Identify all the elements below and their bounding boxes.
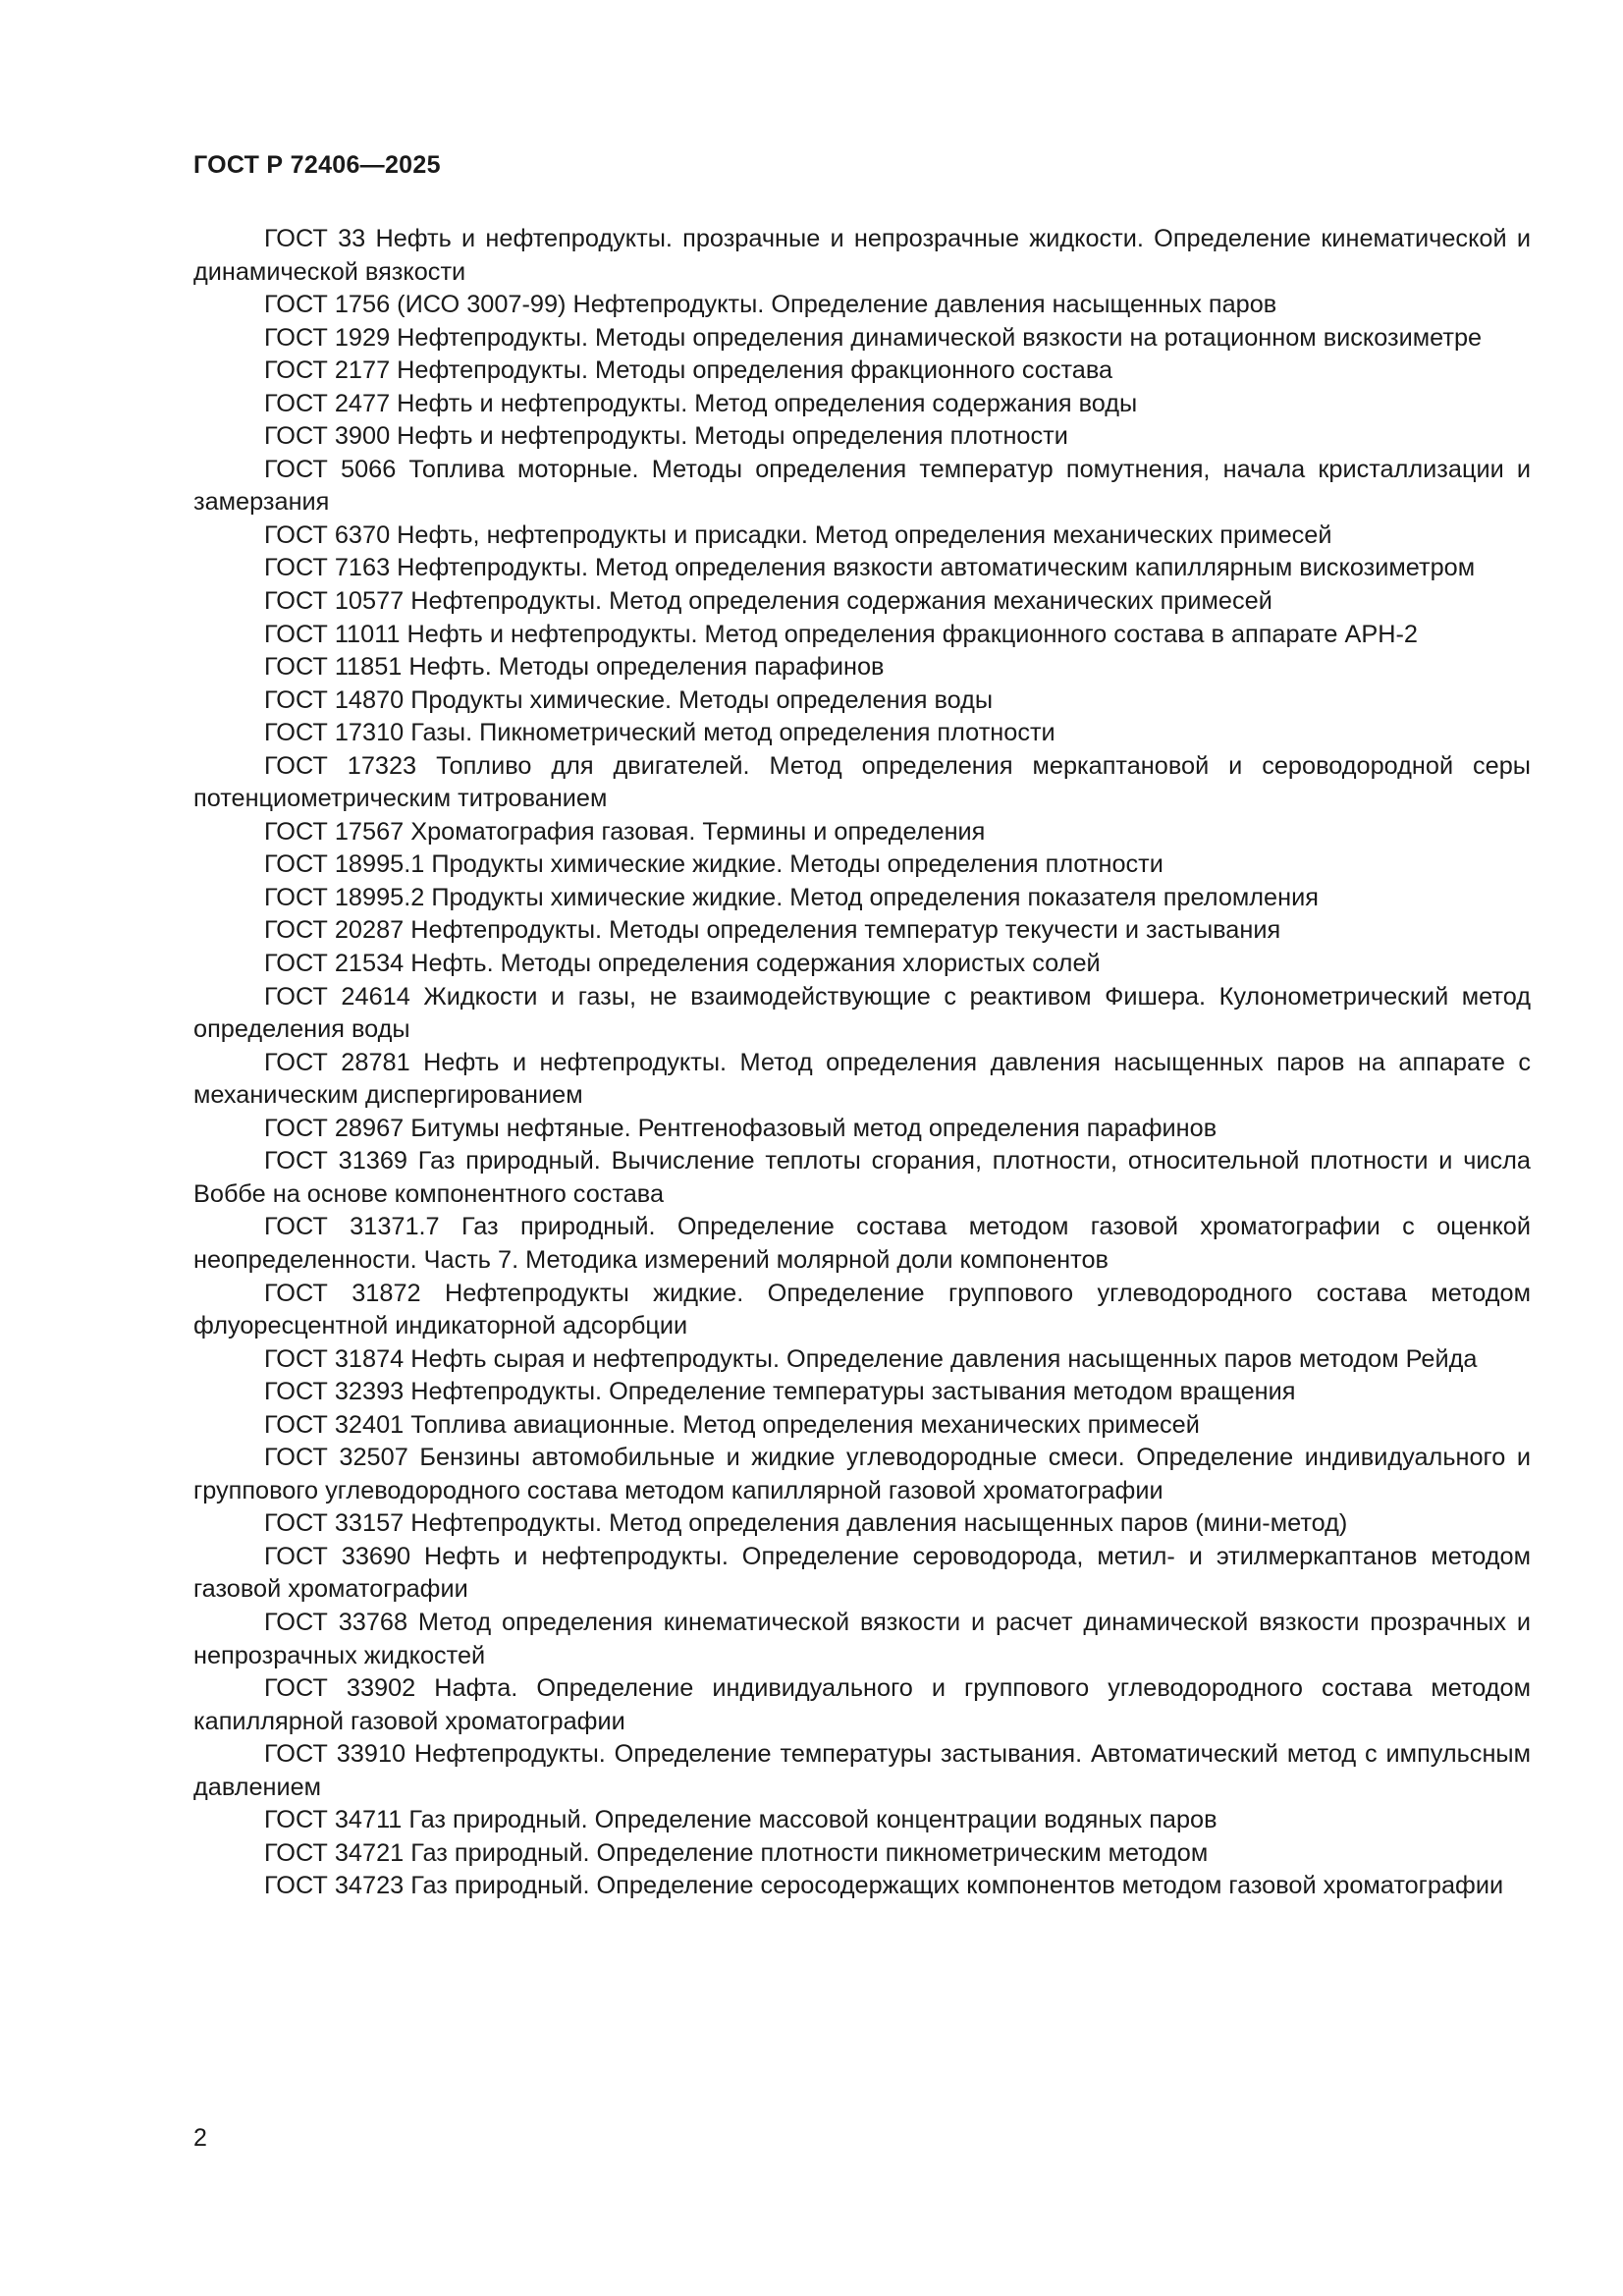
reference-item: ГОСТ 7163 Нефтепродукты. Метод определения вязкости автоматическим капиллярным вискозиметром [264, 554, 1476, 582]
page-number: 2 [193, 2124, 207, 2152]
reference-item: ГОСТ 18995.1 Продукты химические жидкие. Методы определения плотности [264, 850, 1163, 879]
reference-item: ГОСТ 24614 Жидкости и газы, не взаимодействующие с реактивом Фишера. Кулонометрический метод определения воды [193, 982, 1531, 1044]
reference-item: ГОСТ 32507 Бензины автомобильные и жидкие углеводородные смеси. Определение индивидуального и группового углеводородного состава методом капиллярной газовой хроматографии [193, 1444, 1531, 1504]
reference-item: ГОСТ 1756 (ИСО 3007-99) Нефтепродукты. Определение давления насыщенных паров [264, 291, 1277, 319]
reference-item: ГОСТ 21534 Нефть. Методы определения содержания хлористых солей [264, 950, 1101, 978]
reference-item: ГОСТ 33157 Нефтепродукты. Метод определения давления насыщенных паров (мини-метод) [264, 1509, 1348, 1538]
reference-item: ГОСТ 1929 Нефтепродукты. Методы определения динамической вязкости на ротационном вискозиметре [264, 323, 1483, 352]
reference-item: ГОСТ 6370 Нефть, нефтепродукты и присадки. Метод определения механических примесей [264, 520, 1332, 549]
reference-item: ГОСТ 3900 Нефть и нефтепродукты. Методы определения плотности [264, 422, 1068, 451]
reference-item: ГОСТ 33768 Метод определения кинематической вязкости и расчет динамической вязкости прозрачных и непрозрачных жидкостей [193, 1608, 1531, 1669]
reference-item: ГОСТ 31874 Нефть сырая и нефтепродукты. Определение давления насыщенных паров методом Рейда [264, 1344, 1478, 1373]
reference-item: ГОСТ 2477 Нефть и нефтепродукты. Метод определения содержания воды [264, 389, 1138, 417]
reference-item: ГОСТ 11851 Нефть. Методы определения парафинов [264, 653, 885, 682]
reference-item: ГОСТ 32401 Топлива авиационные. Метод определения механических примесей [264, 1410, 1200, 1439]
document-header: ГОСТ Р 72406—2025 [193, 151, 441, 179]
reference-item: ГОСТ 14870 Продукты химические. Методы определения воды [264, 685, 994, 714]
reference-item: ГОСТ 28781 Нефть и нефтепродукты. Метод определения давления насыщенных паров на аппарате с механическим диспергированием [193, 1048, 1531, 1110]
reference-item: ГОСТ 20287 Нефтепродукты. Методы определения температур текучести и застывания [264, 916, 1281, 945]
reference-item: ГОСТ 33 Нефть и нефтепродукты. прозрачные и непрозрачные жидкости. Определение кинематической и динамической вязкости [193, 225, 1531, 286]
reference-item: ГОСТ 11011 Нефть и нефтепродукты. Метод определения фракционного состава в аппарате АРН-2 [264, 620, 1418, 648]
reference-item: ГОСТ 34723 Газ природный. Определение серосодержащих компонентов методом газовой хроматографии [264, 1872, 1504, 1900]
reference-item: ГОСТ 31369 Газ природный. Вычисление теплоты сгорания, плотности, относительной плотности и числа Воббе на основе компонентного состава [193, 1147, 1531, 1208]
reference-item: ГОСТ 31371.7 Газ природный. Определение состава методом газовой хроматографии с оценкой неопределенности. Часть 7. Методика измерений молярной доли компонентов [193, 1213, 1531, 1274]
reference-item: ГОСТ 17323 Топливо для двигателей. Метод определения меркаптановой и сероводородной серы потенциометрическим титрованием [193, 751, 1531, 813]
reference-item: ГОСТ 33690 Нефть и нефтепродукты. Определение сероводорода, метил- и этилмеркаптанов методом газовой хроматографии [193, 1542, 1531, 1604]
reference-item: ГОСТ 5066 Топлива моторные. Методы определения температур помутнения, начала кристаллизации и замерзания [193, 455, 1531, 517]
reference-item: ГОСТ 34711 Газ природный. Определение массовой концентрации водяных паров [264, 1806, 1217, 1834]
reference-item: ГОСТ 31872 Нефтепродукты жидкие. Определение группового углеводородного состава методом флуоресцентной индикаторной адсорбции [193, 1279, 1531, 1340]
reference-item: ГОСТ 34721 Газ природный. Определение плотности пикнометрическим методом [264, 1838, 1209, 1867]
reference-item: ГОСТ 33910 Нефтепродукты. Определение температуры застывания. Автоматический метод с импульсным давлением [193, 1740, 1531, 1801]
reference-item: ГОСТ 17567 Хроматография газовая. Термины и определения [264, 817, 986, 846]
reference-item: ГОСТ 2177 Нефтепродукты. Методы определения фракционного состава [264, 356, 1113, 385]
reference-item: ГОСТ 10577 Нефтепродукты. Метод определения содержания механических примесей [264, 587, 1272, 616]
normative-references-list [193, 223, 1531, 1903]
reference-item: ГОСТ 32393 Нефтепродукты. Определение температуры застывания методом вращения [264, 1378, 1296, 1406]
reference-item: ГОСТ 18995.2 Продукты химические жидкие. Метод определения показателя преломления [264, 883, 1319, 911]
reference-item: ГОСТ 17310 Газы. Пикнометрический метод определения плотности [264, 719, 1055, 747]
reference-item: ГОСТ 28967 Битумы нефтяные. Рентгенофазовый метод определения парафинов [264, 1114, 1217, 1142]
reference-item: ГОСТ 33902 Нафта. Определение индивидуального и группового углеводородного состава методом капиллярной газовой хроматографии [193, 1674, 1531, 1735]
